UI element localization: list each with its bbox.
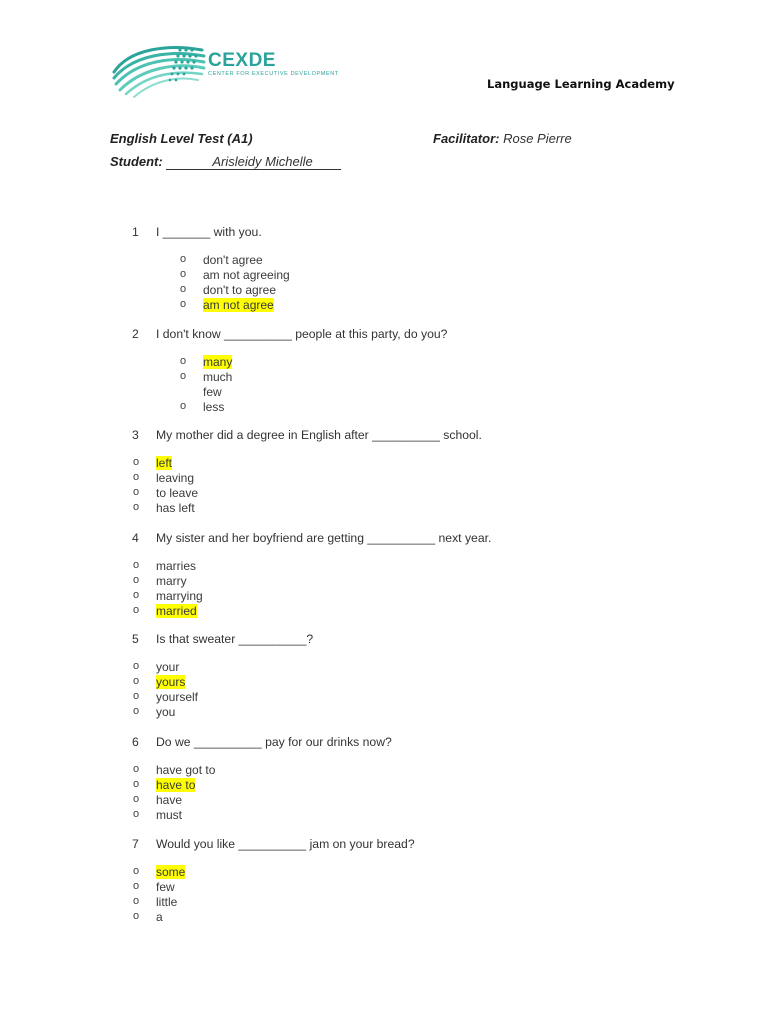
highlighted-answer: have to [156, 778, 196, 792]
bullet-icon: o [133, 589, 140, 601]
answer-option [156, 486, 198, 501]
student-label: Student: [110, 154, 163, 169]
answer-option [156, 705, 175, 720]
bullet-icon: o [133, 486, 140, 498]
answer-option [203, 385, 222, 400]
test-title: English Level Test (A1) [110, 131, 253, 146]
question-text: My mother did a degree in English after __________ school. [156, 428, 482, 442]
answer-option [203, 400, 224, 415]
answer-text: you [156, 705, 176, 719]
highlighted-answer: married [156, 604, 197, 618]
academy-name: Language Learning Academy [487, 77, 675, 91]
bullet-icon: o [133, 793, 140, 805]
bullet-icon: o [133, 808, 140, 820]
answer-option [203, 370, 232, 385]
facilitator-name: Rose Pierre [503, 131, 572, 146]
bullet-icon: o [133, 880, 140, 892]
bullet-icon: o [133, 559, 140, 571]
bullet-icon: o [133, 675, 140, 687]
bullet-icon: o [133, 690, 140, 702]
question-number: 2 [132, 327, 139, 341]
question-text: I don't know __________ people at this party, do you? [156, 327, 448, 341]
answer-option [156, 675, 185, 690]
answer-text: few [156, 880, 175, 894]
bullet-icon: o [180, 370, 187, 382]
bullet-icon: o [133, 501, 140, 513]
answer-option [156, 660, 179, 675]
bullet-icon: o [133, 865, 140, 877]
bullet-icon: o [133, 471, 140, 483]
answer-option [156, 559, 196, 574]
question-text: Would you like __________ jam on your bread? [156, 837, 415, 851]
answer-option [203, 283, 276, 298]
question-number: 1 [132, 225, 139, 239]
question-number: 3 [132, 428, 139, 442]
question-text: Do we __________ pay for our drinks now? [156, 735, 392, 749]
answer-option [156, 574, 187, 589]
question-text: Is that sweater __________? [156, 632, 314, 646]
answer-text: am not agreeing [203, 268, 290, 282]
question-number: 7 [132, 837, 139, 851]
bullet-icon: o [133, 763, 140, 775]
answer-text: little [156, 895, 178, 909]
answer-option [156, 589, 203, 604]
answer-text: must [156, 808, 183, 822]
bullet-icon: o [133, 778, 140, 790]
answer-text: a [156, 910, 163, 924]
bullet-icon: o [133, 604, 140, 616]
answer-text: don't agree [203, 253, 263, 267]
question-number: 4 [132, 531, 139, 545]
highlighted-answer: yours [156, 675, 186, 689]
bullet-icon: o [133, 705, 140, 717]
answer-option [203, 253, 263, 268]
answer-option [156, 604, 197, 619]
answer-option [203, 268, 290, 283]
logo-wordmark: CEXDE [208, 50, 276, 71]
logo-subtitle: CENTER FOR EXECUTIVE DEVELOPMENT [208, 71, 339, 77]
highlighted-answer: left [156, 456, 173, 470]
answer-option [156, 865, 185, 880]
question-number: 5 [132, 632, 139, 646]
bullet-icon: o [180, 355, 187, 367]
answer-text: your [156, 660, 180, 674]
bullet-icon: o [133, 660, 140, 672]
answer-text: less [203, 400, 225, 414]
bullet-icon: o [180, 268, 187, 280]
answer-text: leaving [156, 471, 195, 485]
student-name: Arisleidy Michelle [166, 154, 340, 170]
answer-option [203, 355, 232, 370]
answer-text: to leave [156, 486, 199, 500]
answer-option [156, 763, 215, 778]
facilitator-line [433, 131, 572, 146]
facilitator-label: Facilitator: [433, 131, 500, 146]
bullet-icon: o [180, 253, 187, 265]
bullet-icon: o [180, 400, 187, 412]
answer-option [156, 793, 182, 808]
answer-option [156, 778, 195, 793]
highlighted-answer: some [156, 865, 186, 879]
answer-text: marry [156, 574, 187, 588]
bullet-icon: o [133, 456, 140, 468]
bullet-icon: o [180, 283, 187, 295]
answer-option [156, 808, 182, 823]
answer-text: marries [156, 559, 197, 573]
highlighted-answer: am not agree [203, 298, 274, 312]
bullet-icon: o [180, 298, 187, 310]
answer-text: few [203, 385, 222, 399]
answer-option [156, 895, 177, 910]
question-text: I _______ with you. [156, 225, 262, 239]
answer-text: don't to agree [203, 283, 277, 297]
answer-text: marrying [156, 589, 203, 603]
answer-option [156, 456, 172, 471]
answer-text: have [156, 793, 183, 807]
answer-option [156, 690, 198, 705]
answer-option [156, 910, 163, 925]
bullet-icon: o [133, 574, 140, 586]
student-line [110, 154, 341, 170]
question-number: 6 [132, 735, 139, 749]
highlighted-answer: many [203, 355, 233, 369]
question-text: My sister and her boyfriend are getting __________ next year. [156, 531, 492, 545]
answer-text: yourself [156, 690, 199, 704]
answer-option [156, 501, 195, 516]
bullet-icon: o [133, 910, 140, 922]
answer-text: have got to [156, 763, 216, 777]
answer-option [156, 880, 175, 895]
answer-text: has left [156, 501, 195, 515]
answer-text: much [203, 370, 233, 384]
answer-option [156, 471, 194, 486]
answer-option [203, 298, 274, 313]
bullet-icon: o [133, 895, 140, 907]
